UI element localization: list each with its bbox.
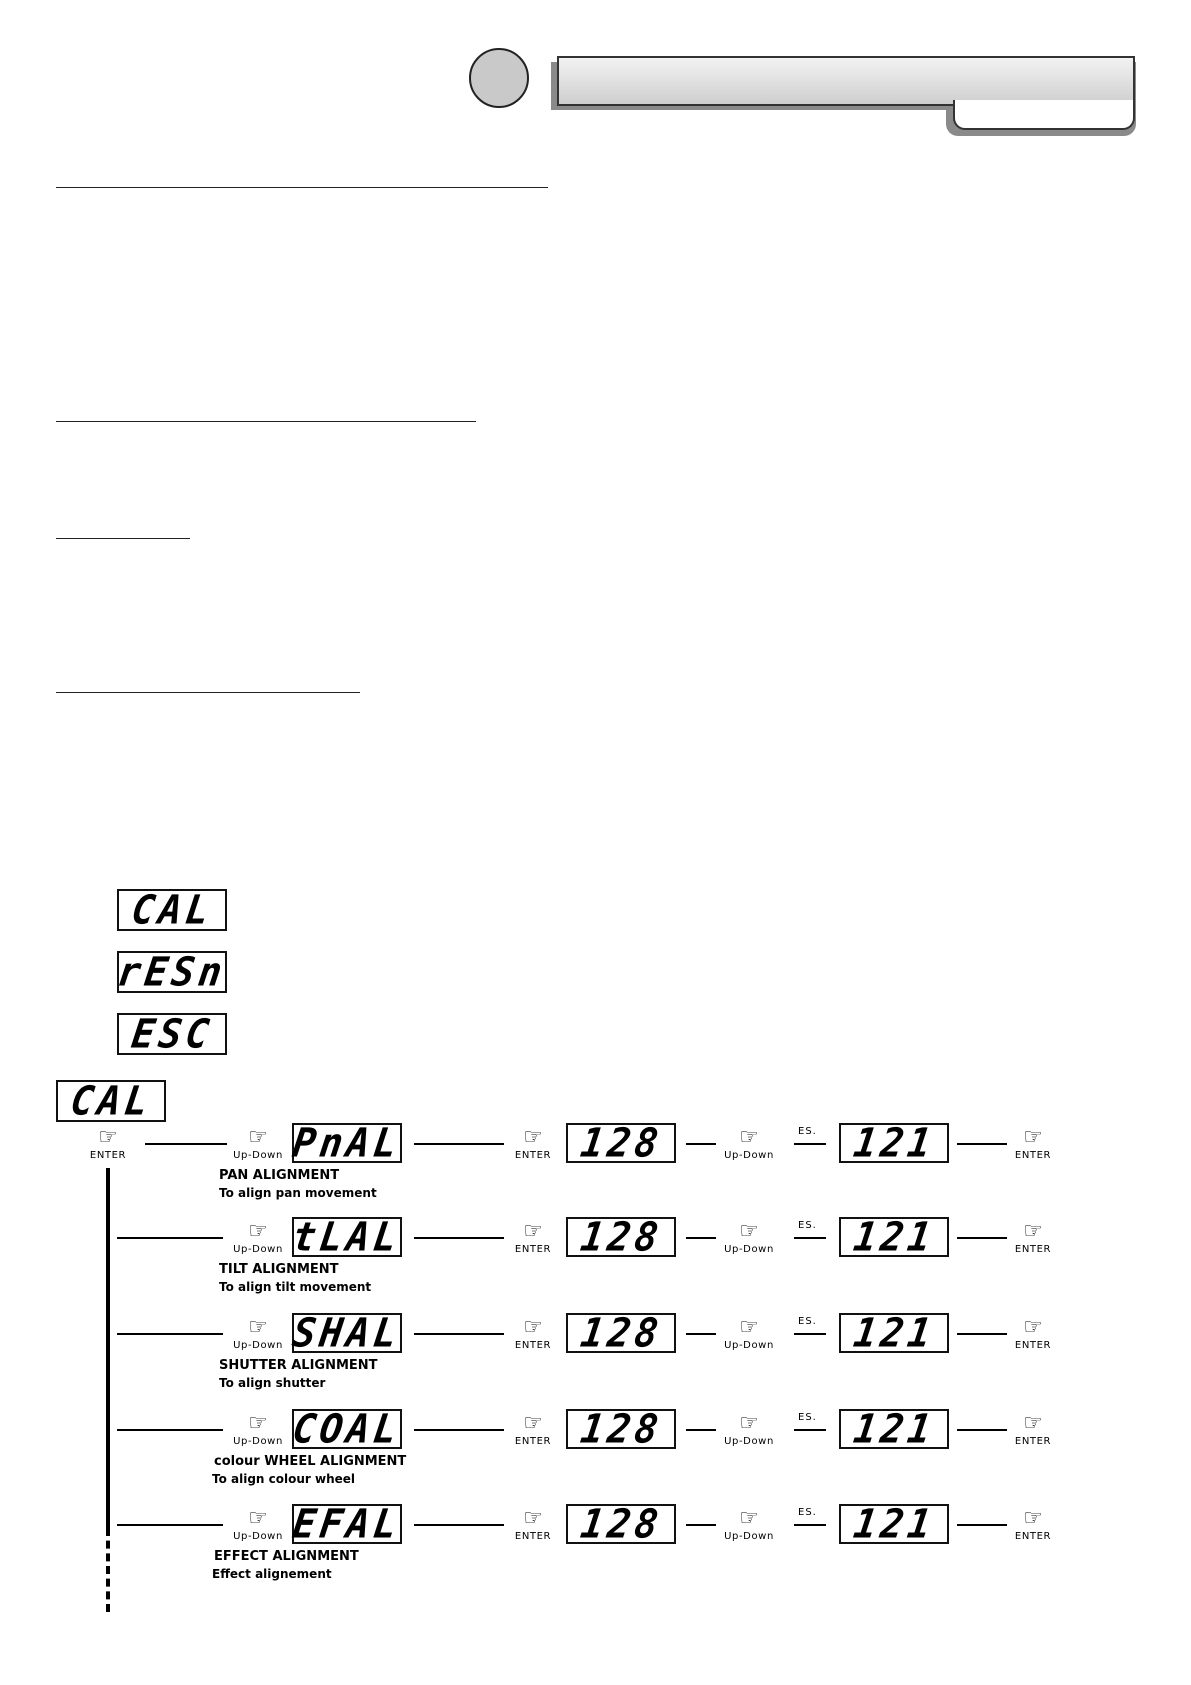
row-link-b-pnal: [686, 1143, 716, 1145]
row-link-b-shal: [686, 1333, 716, 1335]
pointing-hand-icon: ☞: [739, 1315, 759, 1340]
updown-button-2-pnal[interactable]: [718, 1126, 780, 1166]
button-caption: ENTER: [514, 1244, 552, 1255]
enter-button-shal[interactable]: [502, 1316, 564, 1356]
row-link-d-shal: [957, 1333, 1007, 1335]
row-connector-efal: [117, 1524, 223, 1526]
menu-trunk-continuation: [106, 1528, 110, 1612]
button-caption: ENTER: [1014, 1531, 1052, 1542]
pointing-hand-icon: ☞: [523, 1411, 543, 1436]
enter-button-2-pnal[interactable]: [1002, 1126, 1064, 1166]
pointing-hand-icon: ☞: [98, 1125, 118, 1150]
section-number-circle: [469, 48, 529, 108]
pointing-hand-icon: ☞: [1023, 1411, 1043, 1436]
value-b-display-pnal: 121: [839, 1123, 949, 1163]
button-caption: ENTER: [514, 1531, 552, 1542]
value-b-display-coal: 121: [839, 1409, 949, 1449]
button-caption: ENTER: [1014, 1436, 1052, 1447]
row-link-a-tlal: [414, 1237, 504, 1239]
pointing-hand-icon: ☞: [739, 1506, 759, 1531]
pointing-hand-icon: ☞: [248, 1411, 268, 1436]
row-link-d-tlal: [957, 1237, 1007, 1239]
heading-rule-3: [56, 538, 190, 539]
pointing-hand-icon: ☞: [248, 1125, 268, 1150]
updown-button-2-shal[interactable]: [718, 1316, 780, 1356]
button-caption: Up-Down: [233, 1244, 283, 1255]
value-a-display-pnal: 128: [566, 1123, 676, 1163]
button-caption: ENTER: [1014, 1340, 1052, 1351]
enter-button-pnal[interactable]: [502, 1126, 564, 1166]
menu-code-tlal: tLAL: [290, 1213, 405, 1261]
row-desc-pnal: To align pan movement: [219, 1186, 377, 1200]
button-caption: ENTER: [514, 1340, 552, 1351]
updown-button-2-efal[interactable]: [718, 1507, 780, 1547]
row-title-pnal: PAN ALIGNMENT: [219, 1168, 340, 1183]
row-connector-shal: [117, 1333, 223, 1335]
heading-rule-4: [56, 692, 360, 693]
row-link-c-pnal: [794, 1143, 826, 1145]
row-title-tlal: TILT ALIGNMENT: [219, 1262, 339, 1277]
updown-button-2-coal[interactable]: [718, 1412, 780, 1452]
pointing-hand-icon: ☞: [523, 1219, 543, 1244]
enter-button-2-shal[interactable]: [1002, 1316, 1064, 1356]
updown-button-tlal[interactable]: [227, 1220, 289, 1260]
updown-button-efal[interactable]: [227, 1507, 289, 1547]
button-caption: ENTER: [1014, 1244, 1052, 1255]
heading-rule-1: [56, 187, 548, 188]
pointing-hand-icon: ☞: [248, 1506, 268, 1531]
row-link-a-coal: [414, 1429, 504, 1431]
button-caption: Up-Down: [233, 1340, 283, 1351]
updown-button-coal[interactable]: [227, 1412, 289, 1452]
row-desc-efal: Effect alignement: [212, 1567, 332, 1581]
es-label: ES.: [798, 1220, 817, 1231]
button-caption: Up-Down: [724, 1531, 774, 1542]
row-link-a-shal: [414, 1333, 504, 1335]
updown-button-2-tlal[interactable]: [718, 1220, 780, 1260]
button-caption: Up-Down: [724, 1340, 774, 1351]
pointing-hand-icon: ☞: [523, 1315, 543, 1340]
pointing-hand-icon: ☞: [1023, 1315, 1043, 1340]
menu-trunk-line: [106, 1168, 110, 1528]
row-link-c-tlal: [794, 1237, 826, 1239]
row-link-a-efal: [414, 1524, 504, 1526]
button-caption: Up-Down: [724, 1244, 774, 1255]
enter-button-efal[interactable]: [502, 1507, 564, 1547]
menu-code-pnal: PnAL: [290, 1119, 405, 1167]
row-desc-tlal: To align tilt movement: [219, 1280, 372, 1294]
enter-button-2-coal[interactable]: [1002, 1412, 1064, 1452]
es-label: ES.: [798, 1126, 817, 1137]
row-link-d-pnal: [957, 1143, 1007, 1145]
row-link-a-pnal: [414, 1143, 504, 1145]
row-link-b-coal: [686, 1429, 716, 1431]
row-connector-pnal: [145, 1143, 227, 1145]
pointing-hand-icon: ☞: [1023, 1125, 1043, 1150]
button-caption: Up-Down: [724, 1150, 774, 1161]
value-b-display-shal: 121: [839, 1313, 949, 1353]
pointing-hand-icon: ☞: [248, 1219, 268, 1244]
row-desc-shal: To align shutter: [219, 1376, 326, 1390]
lcd-display-cal: CAL: [117, 889, 227, 931]
header-banner-tab: [953, 100, 1135, 130]
menu-root-display: CAL: [56, 1080, 166, 1122]
row-title-shal: SHUTTER ALIGNMENT: [219, 1358, 378, 1373]
lcd-display-esc: ESC: [117, 1013, 227, 1055]
row-link-c-coal: [794, 1429, 826, 1431]
button-caption: Up-Down: [233, 1150, 283, 1161]
row-link-b-tlal: [686, 1237, 716, 1239]
row-connector-tlal: [117, 1237, 223, 1239]
value-b-display-efal: 121: [839, 1504, 949, 1544]
button-caption: Up-Down: [233, 1531, 283, 1542]
menu-code-coal: COAL: [290, 1405, 405, 1453]
menu-code-shal: SHAL: [290, 1309, 405, 1357]
row-title-coal: colour WHEEL ALIGNMENT: [214, 1454, 407, 1469]
updown-button-pnal[interactable]: [227, 1126, 289, 1166]
pointing-hand-icon: ☞: [523, 1125, 543, 1150]
enter-button-tlal[interactable]: [502, 1220, 564, 1260]
value-a-display-shal: 128: [566, 1313, 676, 1353]
pointing-hand-icon: ☞: [523, 1506, 543, 1531]
enter-button-coal[interactable]: [502, 1412, 564, 1452]
es-label: ES.: [798, 1507, 817, 1518]
es-label: ES.: [798, 1316, 817, 1327]
root-enter-button[interactable]: ☞ ENTER: [77, 1126, 139, 1166]
pointing-hand-icon: ☞: [1023, 1506, 1043, 1531]
menu-code-efal: EFAL: [290, 1500, 405, 1548]
pointing-hand-icon: ☞: [1023, 1219, 1043, 1244]
heading-rule-2: [56, 421, 476, 422]
row-title-efal: EFFECT ALIGNMENT: [214, 1549, 359, 1564]
updown-button-shal[interactable]: [227, 1316, 289, 1356]
enter-button-2-efal[interactable]: [1002, 1507, 1064, 1547]
pointing-hand-icon: ☞: [739, 1411, 759, 1436]
button-caption: Up-Down: [724, 1436, 774, 1447]
button-caption: ENTER: [514, 1436, 552, 1447]
row-connector-coal: [117, 1429, 223, 1431]
pointing-hand-icon: ☞: [739, 1125, 759, 1150]
row-link-d-coal: [957, 1429, 1007, 1431]
button-caption: Up-Down: [233, 1436, 283, 1447]
row-link-c-shal: [794, 1333, 826, 1335]
pointing-hand-icon: ☞: [739, 1219, 759, 1244]
value-a-display-tlal: 128: [566, 1217, 676, 1257]
row-link-c-efal: [794, 1524, 826, 1526]
lcd-display-resn: rESn: [115, 948, 230, 996]
value-a-display-efal: 128: [566, 1504, 676, 1544]
es-label: ES.: [798, 1412, 817, 1423]
enter-button-2-tlal[interactable]: [1002, 1220, 1064, 1260]
button-caption: ENTER: [1014, 1150, 1052, 1161]
row-link-b-efal: [686, 1524, 716, 1526]
pointing-hand-icon: ☞: [248, 1315, 268, 1340]
row-desc-coal: To align colour wheel: [212, 1472, 356, 1486]
value-a-display-coal: 128: [566, 1409, 676, 1449]
header-banner: [557, 56, 1135, 106]
row-link-d-efal: [957, 1524, 1007, 1526]
button-caption: ENTER: [514, 1150, 552, 1161]
value-b-display-tlal: 121: [839, 1217, 949, 1257]
